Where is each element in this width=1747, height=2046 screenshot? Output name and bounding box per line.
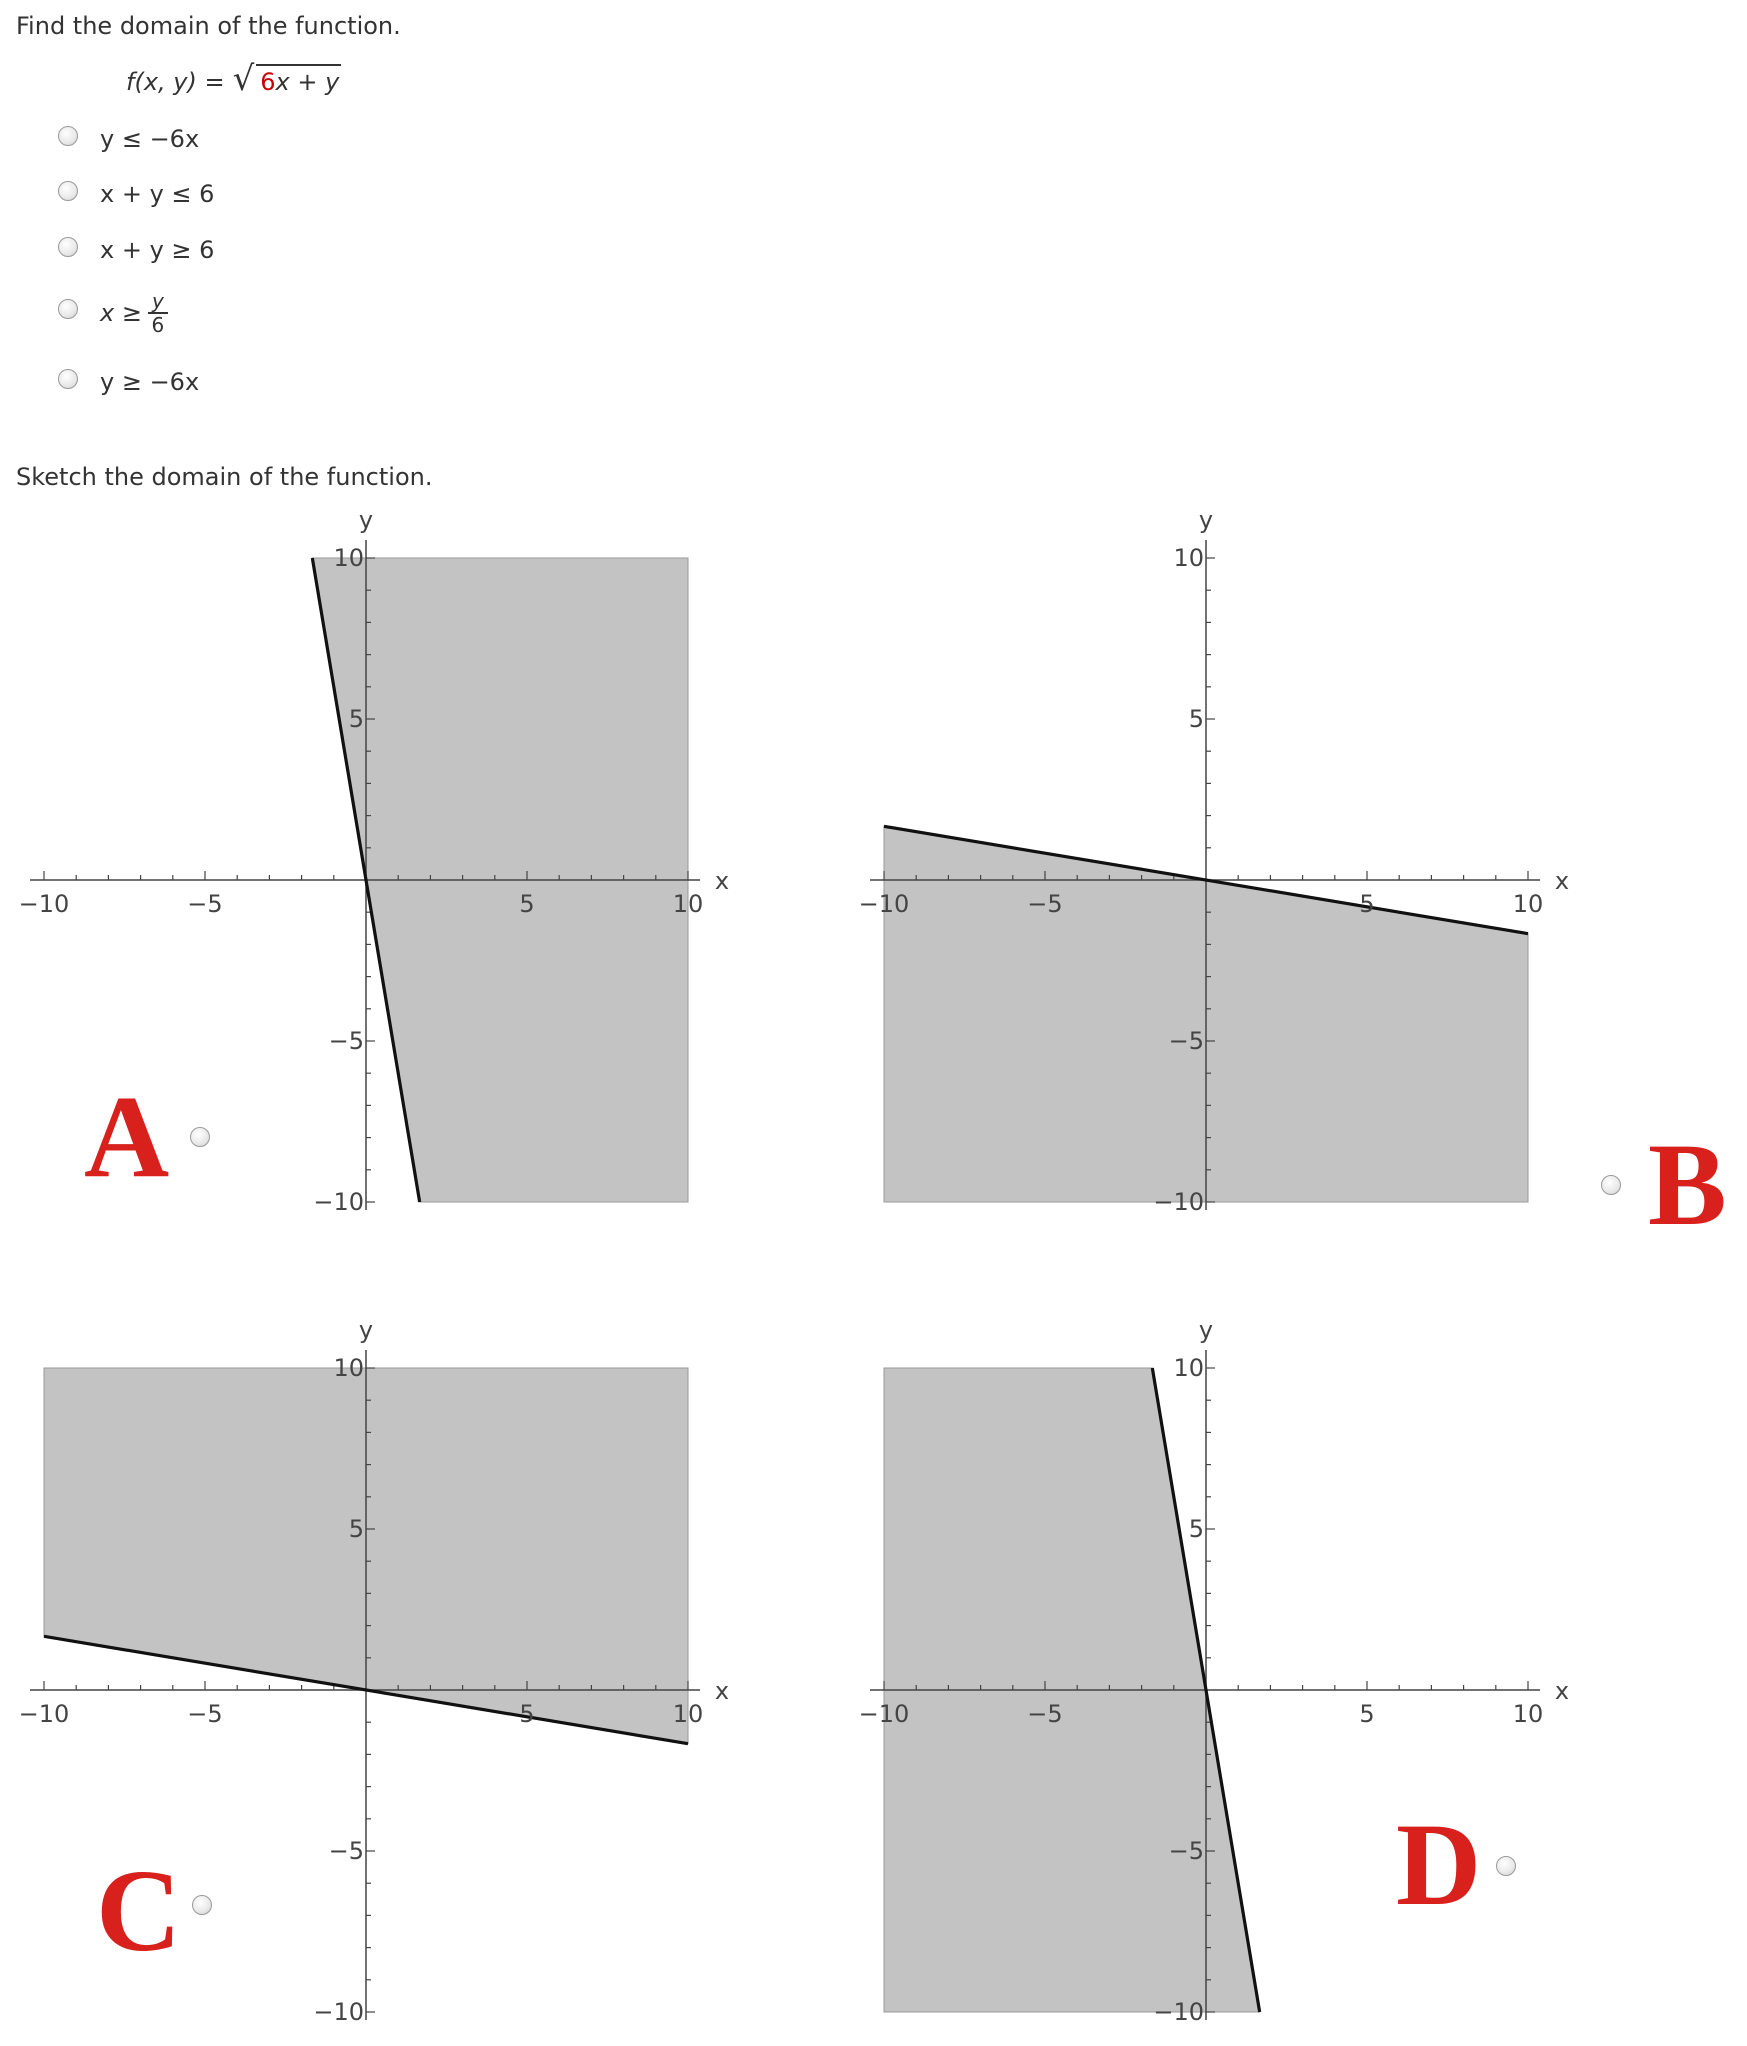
function-lhs: f(x, y) =	[126, 68, 225, 96]
option-radio-3[interactable]	[58, 237, 78, 257]
x-tick-label: 10	[672, 1700, 704, 1728]
y-tick-label: −5	[1168, 1837, 1204, 1865]
x-tick-label: −5	[1027, 1700, 1063, 1728]
x-tick-label: 5	[519, 1700, 535, 1728]
fraction-denominator: 6	[151, 313, 165, 337]
option-radio-4[interactable]	[58, 299, 78, 319]
y-tick-label: −10	[313, 1188, 364, 1216]
y-tick-label: −5	[328, 1837, 364, 1865]
y-tick-label: 10	[1173, 1354, 1204, 1382]
x-axis-label: x	[1554, 867, 1570, 895]
y-tick-label: −10	[1153, 1998, 1204, 2026]
x-tick-label: −10	[858, 1700, 910, 1728]
square-root	[232, 59, 342, 99]
question-prompt-sketch: Sketch the domain of the function.	[16, 463, 433, 491]
plot-radio-b[interactable]	[1601, 1175, 1621, 1195]
y-tick-label: −10	[313, 1998, 364, 2026]
sqrt-icon: √	[232, 59, 255, 99]
plot-label-c: C	[96, 1845, 182, 1976]
x-tick-label: −10	[858, 890, 910, 918]
y-tick-label: 10	[333, 544, 364, 572]
option-4-prefix: x ≥	[100, 299, 142, 327]
option-radio-5[interactable]	[58, 369, 78, 389]
y-tick-label: −5	[1168, 1027, 1204, 1055]
radicand	[256, 64, 341, 96]
y-tick-label: 5	[1188, 705, 1204, 733]
y-axis-label: y	[358, 1316, 374, 1344]
x-tick-label: 10	[1512, 890, 1544, 918]
y-tick-label: 5	[1188, 1515, 1204, 1543]
fraction-numerator: y	[148, 290, 168, 314]
y-axis-label: y	[1198, 1316, 1214, 1344]
x-tick-label: −5	[187, 1700, 223, 1728]
option-radio-2[interactable]	[58, 181, 78, 201]
option-label-5[interactable]: y ≥ −6x	[100, 368, 200, 396]
radicand-coefficient: 6	[260, 68, 276, 96]
y-tick-label: 5	[348, 1515, 364, 1543]
x-tick-label: 5	[1359, 1700, 1375, 1728]
function-definition	[126, 59, 341, 99]
plot-label-b: B	[1648, 1119, 1727, 1250]
plot-radio-d[interactable]	[1496, 1856, 1516, 1876]
y-tick-label: 5	[348, 705, 364, 733]
x-tick-label: −5	[1027, 890, 1063, 918]
plot-label-a: A	[84, 1071, 170, 1202]
option-label-4[interactable]	[100, 290, 168, 336]
radicand-rest: x + y	[275, 68, 340, 96]
x-tick-label: −10	[18, 890, 70, 918]
x-axis-label: x	[714, 867, 730, 895]
y-tick-label: 10	[1173, 544, 1204, 572]
x-tick-label: −10	[18, 1700, 70, 1728]
y-tick-label: −5	[328, 1027, 364, 1055]
y-axis-label: y	[358, 506, 374, 534]
option-label-2[interactable]: x + y ≤ 6	[100, 180, 215, 208]
x-tick-label: 5	[519, 890, 535, 918]
x-tick-label: 10	[1512, 1700, 1544, 1728]
plot-radio-c[interactable]	[192, 1895, 212, 1915]
y-tick-label: 10	[333, 1354, 364, 1382]
plot-d	[840, 1310, 1570, 2046]
y-tick-label: −10	[1153, 1188, 1204, 1216]
option-radio-1[interactable]	[58, 126, 78, 146]
x-axis-label: x	[1554, 1677, 1570, 1705]
x-axis-label: x	[714, 1677, 730, 1705]
x-tick-label: 5	[1359, 890, 1375, 918]
question-prompt-domain: Find the domain of the function.	[16, 12, 401, 40]
x-tick-label: 10	[672, 890, 704, 918]
x-tick-label: −5	[187, 890, 223, 918]
option-label-1[interactable]: y ≤ −6x	[100, 125, 200, 153]
y-axis-label: y	[1198, 506, 1214, 534]
fraction	[148, 290, 168, 336]
option-label-3[interactable]: x + y ≥ 6	[100, 236, 215, 264]
plot-radio-a[interactable]	[190, 1127, 210, 1147]
plot-label-d: D	[1396, 1799, 1482, 1930]
plot-b	[840, 500, 1570, 1230]
